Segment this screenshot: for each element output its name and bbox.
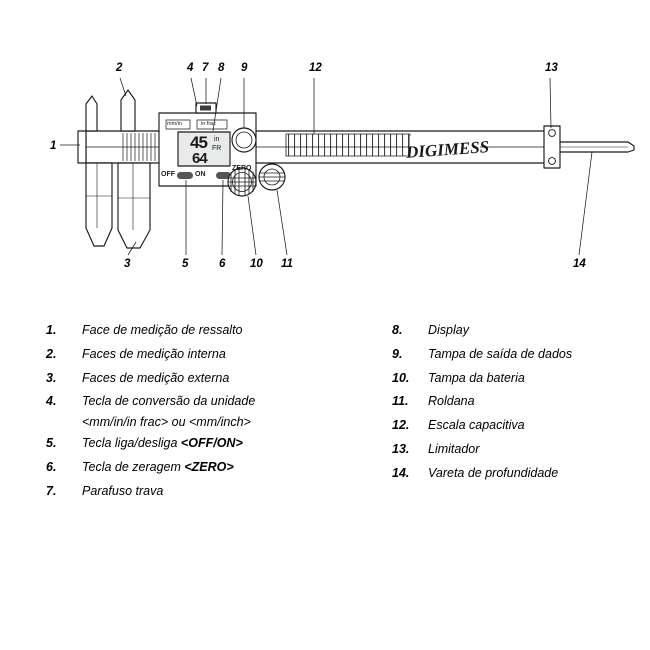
callout-11: 11 xyxy=(281,258,293,270)
legend-label: Face de medição de ressalto xyxy=(82,323,243,337)
legend-item-10 xyxy=(392,370,650,388)
legend-column-left xyxy=(0,322,330,562)
key-zero: <ZERO> xyxy=(184,459,234,474)
legend-number: 4. xyxy=(46,394,57,409)
callout-10: 10 xyxy=(250,258,263,270)
legend-item-3 xyxy=(46,370,330,388)
legend-label: Vareta de profundidade xyxy=(428,465,559,480)
callout-2: 2 xyxy=(116,62,123,74)
legend-label-text: Tecla de zeragem xyxy=(82,459,185,474)
label-mm-in: mm/in xyxy=(167,121,182,127)
key-off-on: <OFF/ON> xyxy=(180,436,243,450)
legend-item-6 xyxy=(46,459,330,477)
caliper-diagram xyxy=(0,0,650,300)
legend-item-11 xyxy=(392,393,650,411)
legend-item-4-sub xyxy=(82,415,330,429)
callout-3: 3 xyxy=(124,258,131,270)
callout-13: 13 xyxy=(545,62,558,74)
legend-label: Faces de medição externa xyxy=(82,370,230,385)
legend-number: 3. xyxy=(46,370,57,385)
legend-label: Escala capacitiva xyxy=(428,418,525,432)
legend-conjunction: ou xyxy=(168,415,189,429)
caliper-drawing xyxy=(0,0,650,300)
legend-label xyxy=(82,459,234,477)
legend-number: 9. xyxy=(392,346,403,361)
brand-label: DIGIMESS xyxy=(405,137,490,162)
legend-item-13 xyxy=(392,441,650,459)
legend-item-4 xyxy=(46,393,330,411)
callout-6: 6 xyxy=(219,258,226,270)
legend-label: Parafuso trava xyxy=(82,483,164,498)
display-value: 45 xyxy=(190,133,207,152)
legend-label-text: Tecla liga/desliga xyxy=(82,436,181,450)
legend-item-7 xyxy=(46,483,330,501)
legend-number: 12. xyxy=(392,418,410,432)
callout-5: 5 xyxy=(182,258,189,270)
legend-label: Display xyxy=(428,323,469,337)
legend-item-5 xyxy=(46,435,330,453)
legend-number: 10. xyxy=(392,370,410,385)
button-off-label[interactable]: OFF xyxy=(161,171,175,178)
legend-label: Limitador xyxy=(428,441,480,456)
legend-column-right xyxy=(330,322,650,562)
legend-item-14 xyxy=(392,465,650,483)
callout-1: 1 xyxy=(50,140,57,152)
legend-item-8 xyxy=(392,322,650,340)
legend-label: Roldana xyxy=(428,394,475,409)
callout-12: 12 xyxy=(309,62,322,74)
legend-number: 5. xyxy=(46,436,57,450)
callout-4: 4 xyxy=(187,62,194,74)
callout-7: 7 xyxy=(202,62,209,74)
button-zero-label[interactable]: ZERO xyxy=(232,165,252,172)
callout-9: 9 xyxy=(241,62,248,74)
unit-mode-mm-inch: <mm/inch> xyxy=(189,415,251,429)
callout-14: 14 xyxy=(573,258,586,270)
legend-number: 1. xyxy=(46,323,57,337)
button-on-label[interactable]: ON xyxy=(195,171,206,178)
legend-label xyxy=(82,435,243,453)
legend-item-2 xyxy=(46,346,330,364)
legend-label: Tampa da bateria xyxy=(428,370,525,385)
legend-item-12 xyxy=(392,417,650,435)
display-secondary: 64 xyxy=(192,150,207,167)
legend-label: Tampa de saída de dados xyxy=(428,346,573,361)
label-in-frac: in frac xyxy=(201,121,216,127)
legend-item-1 xyxy=(46,322,330,340)
legend-label: Faces de medição interna xyxy=(82,346,226,361)
legend-number: 13. xyxy=(392,441,410,456)
legend xyxy=(0,322,650,562)
display-unit-top: in xyxy=(214,136,220,143)
legend-label: Tecla de conversão da unidade xyxy=(82,394,256,409)
callout-8: 8 xyxy=(218,62,225,74)
legend-number: 2. xyxy=(46,346,57,361)
legend-number: 14. xyxy=(392,465,410,480)
legend-number: 8. xyxy=(392,323,403,337)
legend-number: 7. xyxy=(46,483,57,498)
legend-number: 11. xyxy=(392,394,409,409)
unit-mode-mm-in-frac: <mm/in/in frac> xyxy=(82,415,169,429)
display-unit-bottom: FR xyxy=(212,145,222,152)
legend-number: 6. xyxy=(46,459,57,474)
legend-item-9 xyxy=(392,346,650,364)
